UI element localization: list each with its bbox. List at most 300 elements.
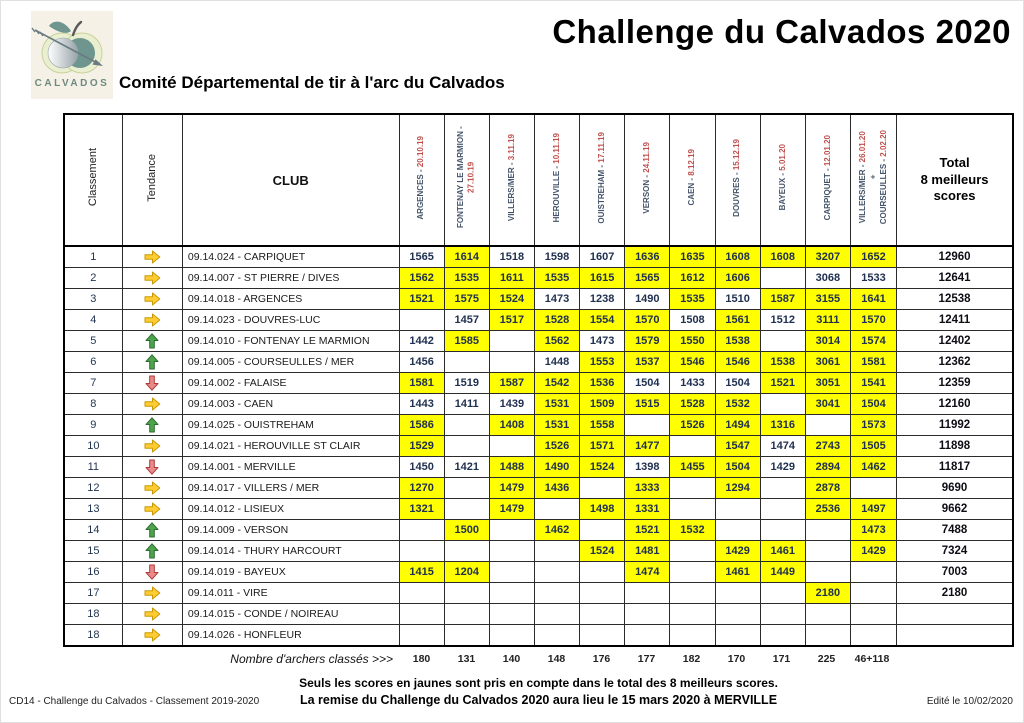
trend-right-arrow-icon — [144, 584, 161, 601]
footer-document-ref: CD14 - Challenge du Calvados - Classement 2019-2020 — [9, 696, 260, 707]
trend-down-arrow-icon — [145, 458, 159, 475]
score-cell — [489, 604, 534, 625]
score-cell: 1611 — [489, 268, 534, 289]
score-cell: 1490 — [534, 457, 579, 478]
score-cell: 1612 — [670, 268, 715, 289]
score-cell: 1519 — [444, 373, 489, 394]
trend-right-arrow-icon — [144, 437, 161, 454]
total-cell: 11992 — [897, 415, 1013, 436]
table-row — [64, 268, 1013, 289]
score-cell: 1439 — [489, 394, 534, 415]
score-cell: 1494 — [715, 415, 760, 436]
score-cell: 1408 — [489, 415, 534, 436]
column-header-event-6: CAEN - 8.12.19 — [670, 114, 715, 246]
score-cell — [399, 310, 444, 331]
total-cell: 12960 — [897, 246, 1013, 268]
trend-up-arrow-icon — [145, 416, 159, 433]
trend-down-arrow-icon — [145, 374, 159, 391]
score-cell: 1238 — [580, 289, 625, 310]
results-section — [63, 113, 1014, 707]
score-cell: 1429 — [850, 541, 896, 562]
score-cell — [489, 562, 534, 583]
score-cell: 2743 — [805, 436, 850, 457]
score-cell — [805, 520, 850, 541]
score-cell — [625, 604, 670, 625]
score-cell: 1537 — [625, 352, 670, 373]
score-cell — [670, 562, 715, 583]
score-cell — [580, 625, 625, 647]
score-cell: 1473 — [580, 331, 625, 352]
score-cell: 3061 — [805, 352, 850, 373]
score-cell — [760, 499, 805, 520]
results-table — [63, 113, 1014, 647]
trend-right-arrow-icon — [144, 626, 161, 643]
score-cell: 1442 — [399, 331, 444, 352]
column-header-club: CLUB — [182, 114, 399, 246]
trend-cell — [122, 310, 182, 331]
score-cell: 1477 — [625, 436, 670, 457]
rank-cell: 5 — [64, 331, 122, 352]
logo-label: CALVADOS — [34, 78, 110, 89]
score-cell: 1570 — [850, 310, 896, 331]
trend-cell — [122, 604, 182, 625]
score-cell: 1524 — [489, 289, 534, 310]
rank-cell: 16 — [64, 562, 122, 583]
score-cell: 1531 — [534, 415, 579, 436]
score-cell: 1652 — [850, 246, 896, 268]
score-cell — [489, 331, 534, 352]
score-cell: 1515 — [625, 394, 670, 415]
club-cell: 09.14.010 - FONTENAY LE MARMION — [182, 331, 399, 352]
score-cell — [444, 499, 489, 520]
score-cell — [399, 520, 444, 541]
trend-right-arrow-icon — [144, 269, 161, 286]
score-cell: 1533 — [850, 268, 896, 289]
score-cell: 1558 — [580, 415, 625, 436]
score-cell: 1562 — [534, 331, 579, 352]
club-cell: 09.14.002 - FALAISE — [182, 373, 399, 394]
score-cell: 1547 — [715, 436, 760, 457]
table-row — [64, 331, 1013, 352]
total-cell: 11817 — [897, 457, 1013, 478]
score-cell: 1448 — [534, 352, 579, 373]
score-cell — [760, 520, 805, 541]
score-cell: 1538 — [760, 352, 805, 373]
score-cell — [670, 583, 715, 604]
total-cell: 12402 — [897, 331, 1013, 352]
score-cell — [760, 625, 805, 647]
apple-arrow-icon — [31, 11, 113, 77]
column-header-event-8: BAYEUX - 5.01.20 — [760, 114, 805, 246]
trend-up-arrow-icon — [145, 332, 159, 349]
score-cell: 2180 — [805, 583, 850, 604]
score-cell — [715, 625, 760, 647]
club-cell: 09.14.001 - MERVILLE — [182, 457, 399, 478]
header-row — [64, 114, 1013, 246]
rank-cell: 17 — [64, 583, 122, 604]
note-award-ceremony: La remise du Challenge du Calvados 2020 aura lieu le 15 mars 2020 à MERVILLE — [299, 693, 778, 707]
score-cell — [580, 583, 625, 604]
score-cell: 1546 — [715, 352, 760, 373]
total-cell: 12641 — [897, 268, 1013, 289]
trend-right-arrow-icon — [144, 290, 161, 307]
score-cell: 1571 — [580, 436, 625, 457]
rank-cell: 11 — [64, 457, 122, 478]
score-cell: 1508 — [670, 310, 715, 331]
score-cell — [399, 604, 444, 625]
score-cell — [760, 583, 805, 604]
subtitle: Comité Départemental de tir à l'arc du Calvados — [119, 73, 505, 92]
score-cell: 1541 — [850, 373, 896, 394]
total-cell: 12411 — [897, 310, 1013, 331]
score-cell: 1526 — [534, 436, 579, 457]
table-row — [64, 583, 1013, 604]
total-cell: 9662 — [897, 499, 1013, 520]
column-header-tendance: Tendance — [122, 114, 182, 246]
score-cell: 1585 — [444, 331, 489, 352]
score-cell: 1575 — [444, 289, 489, 310]
score-cell: 1411 — [444, 394, 489, 415]
score-cell — [670, 436, 715, 457]
score-cell — [444, 583, 489, 604]
total-cell: 7003 — [897, 562, 1013, 583]
column-header-event-5: VERSON - 24.11.19 — [625, 114, 670, 246]
score-cell: 1531 — [534, 394, 579, 415]
score-cell: 1462 — [534, 520, 579, 541]
score-cell: 1606 — [715, 268, 760, 289]
club-cell: 09.14.018 - ARGENCES — [182, 289, 399, 310]
score-cell — [534, 562, 579, 583]
archers-count-row — [63, 648, 1014, 669]
score-cell: 1504 — [850, 394, 896, 415]
score-cell: 1532 — [670, 520, 715, 541]
club-cell: 09.14.009 - VERSON — [182, 520, 399, 541]
score-cell: 1512 — [760, 310, 805, 331]
score-cell — [580, 520, 625, 541]
archers-count-value: 171 — [772, 652, 791, 665]
column-header-event-10: VILLERS/MER - 26.01.20 + COURSEULLES - 2.02.20 — [850, 114, 896, 246]
score-cell — [715, 604, 760, 625]
total-cell: 2180 — [897, 583, 1013, 604]
score-cell: 1528 — [670, 394, 715, 415]
score-cell — [760, 394, 805, 415]
score-cell — [399, 625, 444, 647]
score-cell: 1479 — [489, 478, 534, 499]
total-cell: 11898 — [897, 436, 1013, 457]
score-cell — [670, 604, 715, 625]
score-cell — [399, 541, 444, 562]
table-row — [64, 394, 1013, 415]
score-cell — [489, 436, 534, 457]
trend-cell — [122, 541, 182, 562]
score-cell: 1570 — [625, 310, 670, 331]
total-cell: 12359 — [897, 373, 1013, 394]
score-cell — [444, 541, 489, 562]
score-cell: 1587 — [760, 289, 805, 310]
table-row — [64, 373, 1013, 394]
table-row — [64, 541, 1013, 562]
column-header-event-7: DOUVRES - 15.12.19 — [715, 114, 760, 246]
archers-count-value: 46+118 — [854, 652, 890, 665]
rank-cell: 18 — [64, 604, 122, 625]
rank-cell: 7 — [64, 373, 122, 394]
trend-down-arrow-icon — [145, 563, 159, 580]
score-cell: 1461 — [760, 541, 805, 562]
score-cell: 2536 — [805, 499, 850, 520]
table-row — [64, 625, 1013, 647]
score-cell — [670, 625, 715, 647]
score-cell: 1455 — [670, 457, 715, 478]
archers-count-value: 225 — [817, 652, 836, 665]
table-row — [64, 246, 1013, 268]
trend-cell — [122, 268, 182, 289]
archers-count-value: 131 — [457, 652, 476, 665]
trend-cell — [122, 436, 182, 457]
archers-count-value: 177 — [637, 652, 656, 665]
column-header-event-0: ARGENCES - 20.10.19 — [399, 114, 444, 246]
table-row — [64, 520, 1013, 541]
club-cell: 09.14.007 - ST PIERRE / DIVES — [182, 268, 399, 289]
score-cell — [489, 541, 534, 562]
score-cell — [489, 583, 534, 604]
archers-count-value: 182 — [682, 652, 701, 665]
club-cell: 09.14.026 - HONFLEUR — [182, 625, 399, 647]
trend-cell — [122, 562, 182, 583]
score-cell: 1550 — [670, 331, 715, 352]
club-cell: 09.14.011 - VIRE — [182, 583, 399, 604]
score-cell — [625, 625, 670, 647]
score-cell: 1581 — [399, 373, 444, 394]
rank-cell: 6 — [64, 352, 122, 373]
score-cell — [760, 478, 805, 499]
table-row — [64, 499, 1013, 520]
trend-cell — [122, 415, 182, 436]
score-cell — [850, 625, 896, 647]
archers-count-value: 148 — [547, 652, 566, 665]
rank-cell: 12 — [64, 478, 122, 499]
score-cell: 1581 — [850, 352, 896, 373]
score-cell: 1526 — [670, 415, 715, 436]
score-cell — [805, 625, 850, 647]
rank-cell: 10 — [64, 436, 122, 457]
column-header-total: Total 8 meilleurs scores — [897, 114, 1013, 246]
score-cell — [805, 562, 850, 583]
column-header-event-2: VILLERS/MER - 3.11.19 — [489, 114, 534, 246]
score-cell: 1504 — [715, 457, 760, 478]
score-cell — [534, 625, 579, 647]
score-cell: 1561 — [715, 310, 760, 331]
calvados-logo — [31, 11, 113, 99]
score-cell: 1542 — [534, 373, 579, 394]
table-row — [64, 604, 1013, 625]
score-cell: 1450 — [399, 457, 444, 478]
trend-up-arrow-icon — [145, 542, 159, 559]
score-cell: 1316 — [760, 415, 805, 436]
trend-cell — [122, 331, 182, 352]
score-cell: 1204 — [444, 562, 489, 583]
score-cell: 1456 — [399, 352, 444, 373]
score-cell: 1457 — [444, 310, 489, 331]
score-cell: 3111 — [805, 310, 850, 331]
total-cell: 9690 — [897, 478, 1013, 499]
score-cell — [805, 604, 850, 625]
score-cell — [444, 604, 489, 625]
score-cell — [670, 541, 715, 562]
club-cell: 09.14.025 - OUISTREHAM — [182, 415, 399, 436]
score-cell: 3041 — [805, 394, 850, 415]
score-cell: 1587 — [489, 373, 534, 394]
score-cell — [444, 625, 489, 647]
score-cell: 3155 — [805, 289, 850, 310]
trend-right-arrow-icon — [144, 248, 161, 265]
score-cell: 1449 — [760, 562, 805, 583]
score-cell: 1510 — [715, 289, 760, 310]
score-cell: 1504 — [715, 373, 760, 394]
total-cell: 7324 — [897, 541, 1013, 562]
trend-cell — [122, 478, 182, 499]
score-cell — [444, 436, 489, 457]
column-header-event-1: FONTENAY LE MARMION - 27.10.19 — [444, 114, 489, 246]
score-cell — [580, 478, 625, 499]
score-cell: 1488 — [489, 457, 534, 478]
score-cell: 1565 — [399, 246, 444, 268]
trend-cell — [122, 499, 182, 520]
club-cell: 09.14.012 - LISIEUX — [182, 499, 399, 520]
trend-up-arrow-icon — [145, 353, 159, 370]
score-cell: 1443 — [399, 394, 444, 415]
score-cell: 1473 — [534, 289, 579, 310]
club-cell: 09.14.021 - HEROUVILLE ST CLAIR — [182, 436, 399, 457]
table-row — [64, 562, 1013, 583]
score-cell: 1562 — [399, 268, 444, 289]
score-cell — [715, 520, 760, 541]
club-cell: 09.14.017 - VILLERS / MER — [182, 478, 399, 499]
score-cell: 1565 — [625, 268, 670, 289]
score-cell — [534, 604, 579, 625]
table-row — [64, 310, 1013, 331]
rank-cell: 1 — [64, 246, 122, 268]
score-cell: 1294 — [715, 478, 760, 499]
score-cell: 1636 — [625, 246, 670, 268]
score-cell: 1481 — [625, 541, 670, 562]
total-cell: 12362 — [897, 352, 1013, 373]
score-cell: 1538 — [715, 331, 760, 352]
trend-right-arrow-icon — [144, 500, 161, 517]
score-cell: 1509 — [580, 394, 625, 415]
score-cell — [534, 583, 579, 604]
trend-cell — [122, 246, 182, 268]
club-cell: 09.14.014 - THURY HARCOURT — [182, 541, 399, 562]
score-cell: 1586 — [399, 415, 444, 436]
score-cell: 1574 — [850, 331, 896, 352]
rank-cell: 14 — [64, 520, 122, 541]
score-cell: 1474 — [625, 562, 670, 583]
trend-cell — [122, 289, 182, 310]
score-cell — [850, 562, 896, 583]
score-cell: 1490 — [625, 289, 670, 310]
table-row — [64, 352, 1013, 373]
score-cell: 1398 — [625, 457, 670, 478]
total-cell: 12538 — [897, 289, 1013, 310]
rank-cell: 13 — [64, 499, 122, 520]
archers-count-label: Nombre d'archers classés >>> — [230, 651, 393, 666]
archers-count-value: 170 — [727, 652, 746, 665]
score-cell — [625, 415, 670, 436]
score-cell: 1479 — [489, 499, 534, 520]
score-cell: 1598 — [534, 246, 579, 268]
club-cell: 09.14.015 - CONDE / NOIREAU — [182, 604, 399, 625]
column-header-classement: Classement — [64, 114, 122, 246]
score-cell — [580, 562, 625, 583]
score-cell: 1433 — [670, 373, 715, 394]
table-row — [64, 415, 1013, 436]
score-cell — [580, 604, 625, 625]
trend-cell — [122, 394, 182, 415]
trend-right-arrow-icon — [144, 605, 161, 622]
score-cell: 1521 — [399, 289, 444, 310]
table-row — [64, 478, 1013, 499]
score-cell: 1500 — [444, 520, 489, 541]
score-cell: 1518 — [489, 246, 534, 268]
column-header-event-3: HEROUVILLE - 10.11.19 — [534, 114, 579, 246]
rank-cell: 8 — [64, 394, 122, 415]
score-cell — [760, 604, 805, 625]
score-cell: 3068 — [805, 268, 850, 289]
score-cell: 1415 — [399, 562, 444, 583]
score-cell: 3207 — [805, 246, 850, 268]
club-cell: 09.14.005 - COURSEULLES / MER — [182, 352, 399, 373]
score-cell: 1521 — [625, 520, 670, 541]
rank-cell: 2 — [64, 268, 122, 289]
column-header-event-9: CARPIQUET - 12.01.20 — [805, 114, 850, 246]
score-cell — [534, 499, 579, 520]
club-cell: 09.14.024 - CARPIQUET — [182, 246, 399, 268]
score-cell — [805, 541, 850, 562]
trend-cell — [122, 373, 182, 394]
score-cell: 1535 — [534, 268, 579, 289]
score-cell — [715, 499, 760, 520]
table-row — [64, 289, 1013, 310]
score-cell: 1608 — [715, 246, 760, 268]
score-cell — [399, 583, 444, 604]
page-title: Challenge du Calvados 2020 — [552, 13, 1011, 50]
score-cell — [760, 331, 805, 352]
score-cell — [805, 415, 850, 436]
archers-count-value: 176 — [592, 652, 611, 665]
trend-right-arrow-icon — [144, 311, 161, 328]
score-cell: 1528 — [534, 310, 579, 331]
trend-cell — [122, 457, 182, 478]
score-cell: 1573 — [850, 415, 896, 436]
score-cell: 1473 — [850, 520, 896, 541]
score-cell — [760, 268, 805, 289]
rank-cell: 3 — [64, 289, 122, 310]
trend-right-arrow-icon — [144, 479, 161, 496]
score-cell: 1579 — [625, 331, 670, 352]
trend-right-arrow-icon — [144, 395, 161, 412]
score-cell: 1524 — [580, 541, 625, 562]
score-cell: 1521 — [760, 373, 805, 394]
score-cell: 1321 — [399, 499, 444, 520]
total-cell: 7488 — [897, 520, 1013, 541]
score-cell — [489, 625, 534, 647]
score-cell — [489, 520, 534, 541]
score-cell: 1529 — [399, 436, 444, 457]
archers-count-value: 180 — [412, 652, 431, 665]
score-cell: 1608 — [760, 246, 805, 268]
club-cell: 09.14.023 - DOUVRES-LUC — [182, 310, 399, 331]
score-cell — [444, 352, 489, 373]
